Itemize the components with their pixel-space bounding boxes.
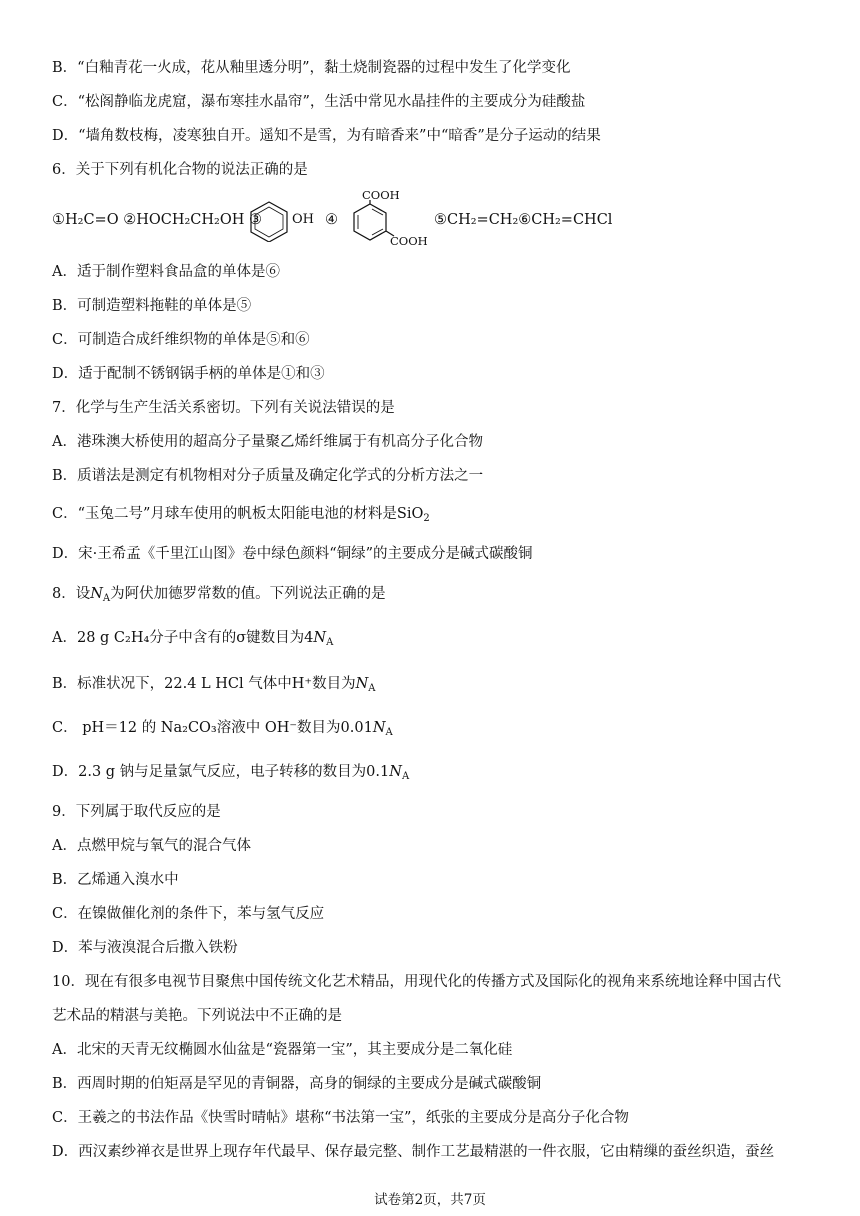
compounds-5-6: ⑤CH₂=CH₂⑥CH₂=CHCl bbox=[434, 212, 613, 228]
phenol-oh: OH bbox=[292, 212, 314, 227]
q8-option-c: C． pH＝12 的 Na₂CO₃溶液中 OH⁻数目为$0.01N_A$ bbox=[52, 720, 393, 738]
q10-option-a: A．北宋的天青无纹椭圆水仙盆是“瓷器第一宝”，其主要成分是二氧化硅 bbox=[52, 1042, 513, 1058]
q8-option-b: B．标准状况下，22.4 L HCl 气体中H⁺数目为$N_A$ bbox=[52, 676, 376, 694]
q7-option-d: D．宋·王希孟《千里江山图》卷中绿色颜料“铜绿”的主要成分是碱式碳酸铜 bbox=[52, 546, 533, 562]
q9-option-b: B．乙烯通入溴水中 bbox=[52, 872, 179, 888]
q10-stem-line2: 艺术品的精湛与美艳。下列说法中不正确的是 bbox=[52, 1008, 342, 1024]
compound-4-label: ④ bbox=[325, 212, 338, 228]
q9-option-c: C．在镍做催化剂的条件下，苯与氢气反应 bbox=[52, 906, 325, 922]
q10-option-b: B．西周时期的伯矩鬲是罕见的青铜器，高身的铜绿的主要成分是碱式碳酸铜 bbox=[52, 1076, 542, 1092]
q8-option-d: D．2.3 g 钠与足量氯气反应，电子转移的数目为$0.1N_A$ bbox=[52, 764, 410, 782]
page-footer: 试卷第2页，共7页 bbox=[374, 1192, 486, 1208]
q6-option-d: D．适于配制不锈钢锅手柄的单体是①和③ bbox=[52, 366, 325, 382]
q7-option-a: A．港珠澳大桥使用的超高分子量聚乙烯纤维属于有机高分子化合物 bbox=[52, 434, 483, 450]
cooh-top: COOH bbox=[362, 188, 400, 202]
q7-option-b: B．质谱法是测定有机物相对分子质量及确定化学式的分析方法之一 bbox=[52, 468, 484, 484]
q9-stem: 9．下列属于取代反应的是 bbox=[52, 804, 221, 820]
compounds-1-3: ①H₂C=O ②HOCH₂CH₂OH ③ bbox=[52, 212, 262, 228]
q10-option-c: C．王羲之的书法作品《快雪时晴帖》堪称“书法第一宝”，纸张的主要成分是高分子化合物 bbox=[52, 1110, 629, 1126]
q5-option-c: C．“松阁静临龙虎窟，瀑布寒挂水晶帘”，生活中常见水晶挂件的主要成分为硅酸盐 bbox=[52, 94, 586, 110]
q8-option-a: A．28 g C₂H₄分子中含有的σ键数目为$4N_A$ bbox=[52, 630, 334, 648]
q8-stem: 8．设$N_A$为阿伏加德罗常数的值。下列说法正确的是 bbox=[52, 586, 386, 604]
q6-option-c: C．可制造合成纤维织物的单体是⑤和⑥ bbox=[52, 332, 310, 348]
q6-stem: 6．关于下列有机化合物的说法正确的是 bbox=[52, 162, 308, 178]
q6-compound-list bbox=[52, 188, 613, 248]
q5-option-d: D．“墙角数枝梅，凌寒独自开。遥知不是雪，为有暗香来”中“暗香”是分子运动的结果 bbox=[52, 128, 601, 144]
q9-option-a: A．点燃甲烷与氧气的混合气体 bbox=[52, 838, 251, 854]
q10-option-d: D．西汉素纱禅衣是世界上现存年代最早、保存最完整、制作工艺最精湛的一件衣服，它由精缫的蚕丝织造，蚕丝 bbox=[52, 1144, 775, 1160]
q6-option-b: B．可制造塑料拖鞋的单体是⑤ bbox=[52, 298, 252, 314]
q6-option-a: A．适于制作塑料食品盒的单体是⑥ bbox=[52, 264, 280, 280]
q9-option-d: D．苯与液溴混合后撒入铁粉 bbox=[52, 940, 238, 956]
q5-option-b: B．“白釉青花一火成，花从釉里透分明”，黏土烧制瓷器的过程中发生了化学变化 bbox=[52, 60, 571, 76]
cooh-bottom: COOH bbox=[390, 234, 428, 248]
phenol-structure bbox=[246, 200, 292, 242]
q7-option-c: C．“玉兔二号”月球车使用的帆板太阳能电池的材料是SiO$_2$ bbox=[52, 506, 430, 524]
q7-stem: 7．化学与生产生活关系密切。下列有关说法错误的是 bbox=[52, 400, 395, 416]
q10-stem-line1: 10．现在有很多电视节目聚焦中国传统文化艺术精品，用现代化的传播方式及国际化的视角来系统地诠释中国古代 bbox=[52, 974, 781, 990]
